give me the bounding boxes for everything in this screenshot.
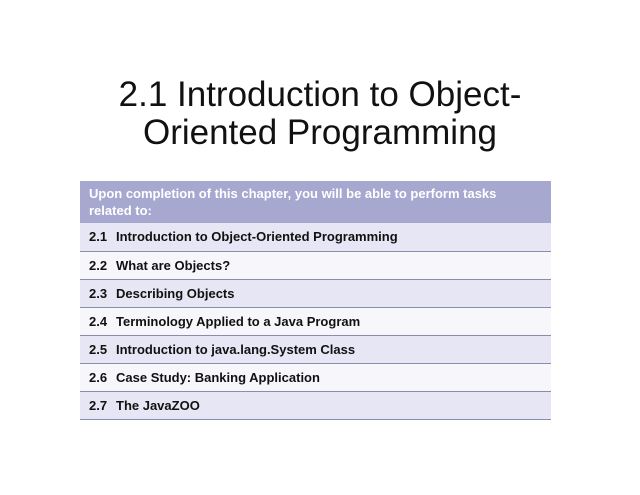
chapter-contents-table <box>80 181 551 420</box>
table-cell <box>80 335 551 363</box>
table-cell <box>80 391 551 419</box>
table-cell <box>80 307 551 335</box>
section-number: 2.6 <box>89 369 108 385</box>
table-cell <box>80 363 551 391</box>
table-cell <box>80 279 551 307</box>
section-title: Describing Objects <box>116 285 235 301</box>
section-title: Case Study: Banking Application <box>116 369 320 385</box>
table-cell <box>80 251 551 279</box>
table-row <box>80 279 551 307</box>
table-row <box>80 307 551 335</box>
table-header-text: Upon completion of this chapter, you will be able to perform tasks related to: <box>89 185 542 219</box>
slide-title-line-2: Oriented Programming <box>142 113 498 152</box>
table-row <box>80 391 551 419</box>
table-row <box>80 363 551 391</box>
section-number: 2.1 <box>89 229 108 245</box>
table-row <box>80 335 551 363</box>
section-title: Introduction to Object-Oriented Programming <box>116 229 398 245</box>
table-cell <box>80 223 551 251</box>
table-header-row <box>80 181 551 223</box>
table-header-cell <box>80 181 551 223</box>
section-number: 2.7 <box>89 397 108 413</box>
section-number: 2.4 <box>89 313 108 329</box>
table-row <box>80 251 551 279</box>
section-number: 2.2 <box>89 257 108 273</box>
table-row <box>80 223 551 251</box>
section-number: 2.5 <box>89 341 108 357</box>
section-title: Terminology Applied to a Java Program <box>116 313 361 329</box>
section-title: Introduction to java.lang.System Class <box>116 341 356 357</box>
section-title: What are Objects? <box>116 257 231 273</box>
slide-title-line-1: 2.1 Introduction to Object- <box>118 75 522 114</box>
section-number: 2.3 <box>89 285 108 301</box>
slide-title <box>60 76 580 152</box>
section-title: The JavaZOO <box>116 397 200 413</box>
